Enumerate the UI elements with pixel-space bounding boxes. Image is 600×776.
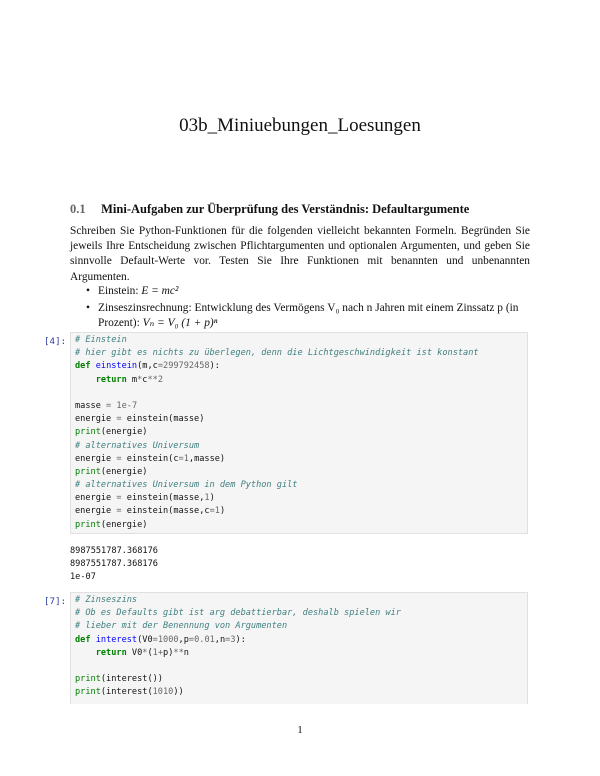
page-number: 1 [297, 724, 303, 736]
code-line: def interest(V0=1000,p=0.01,n=3): [75, 634, 246, 645]
document-title: 03b_Miniuebungen_Loesungen [179, 115, 421, 136]
cell-prompt: [4]: [44, 336, 67, 347]
formula-list [86, 284, 530, 333]
interest-formula: Vₙ = V₀ (1 + p)ⁿ [142, 317, 218, 329]
code-line: energie = einstein(masse) [75, 414, 205, 425]
code-line: print(interest()) [75, 674, 163, 685]
code-line: print(interest(1010)) [75, 687, 184, 698]
code-line: def einstein(m,c=299792458): [75, 361, 220, 372]
code-line: # Zinseszins [75, 595, 138, 605]
code-line: masse = 1e-7 [75, 400, 138, 411]
code-cell[interactable] [70, 592, 528, 704]
code-line: print(energie) [75, 466, 148, 477]
code-cell[interactable] [70, 332, 528, 534]
section-number: 0.1 [70, 202, 86, 216]
einstein-label: Einstein: [98, 285, 142, 297]
code-line [75, 660, 523, 673]
einstein-formula: E = mc² [141, 285, 179, 297]
code-line: # hier gibt es nichts zu überlegen, denn die Lichtgeschwindigkeit ist konstant [75, 348, 479, 359]
code-line: # lieber mit der Benennung von Argumenten [75, 621, 288, 632]
section-heading [70, 202, 469, 217]
code-line: energie = einstein(masse,1) [75, 493, 215, 504]
output-line: 8987551787.368176 [70, 546, 158, 556]
code-line: # Ob es Defaults gibt ist arg debattierbar, deshalb spielen wir [75, 608, 401, 619]
code-line: print(energie) [75, 519, 148, 530]
code-line: # Einstein [75, 335, 127, 345]
list-item [86, 301, 530, 331]
cell-output [70, 545, 158, 585]
code-line: return V0*(1+p)**n [95, 647, 189, 658]
cell-prompt: [7]: [44, 596, 67, 607]
output-line: 1e-07 [70, 572, 96, 583]
code-line: # alternatives Universum [75, 440, 200, 451]
intro-paragraph: Schreiben Sie Python-Funktionen für die folgenden vielleicht bekannten Formeln. Begründen Sie jeweils Ihre Entscheidung zwischen Pflichtargumenten und optionalen Argumenten, und geben Sie sinnvolle Default-Werte vor. Testen Sie Ihre Funktionen mit benannten und unbenannten Argumenten. [70, 225, 530, 283]
code-line [75, 387, 523, 400]
code-line: print(energie) [75, 427, 148, 438]
code-line: return m*c**2 [95, 374, 164, 385]
output-line: 8987551787.368176 [70, 559, 158, 570]
code-line: energie = einstein(c=1,masse) [75, 453, 226, 464]
interest-label: Zinseszinsrechnung: Entwicklung des Vermögens V₀ nach n Jahren mit einem Zinssatz p (in Prozent): [98, 302, 519, 329]
section-title: Mini-Aufgaben zur Überprüfung des Verständnis: Defaultargumente [101, 202, 470, 216]
list-item [86, 284, 530, 299]
code-line: energie = einstein(masse,c=1) [75, 506, 226, 517]
code-line: # alternatives Universum in dem Python gilt [75, 480, 298, 491]
